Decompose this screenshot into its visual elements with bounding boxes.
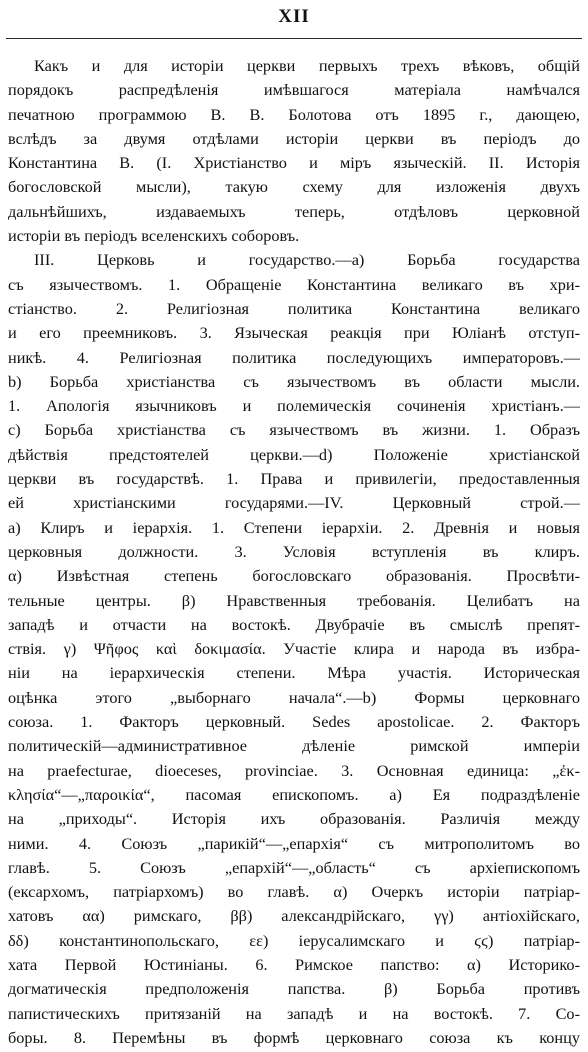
text-line: дѣйствiя предстоятелей церкви.—d) Положенiе христiанской xyxy=(8,444,580,464)
text-line: III. Церковь и государство.—a) Борьба государства xyxy=(34,250,580,270)
text-line: исторiи въ перiодъ вселенскихъ соборовъ. xyxy=(8,226,300,246)
text-line: никѣ. 4. Религiозная политика последующихъ императоровъ.— xyxy=(8,347,580,367)
text-line: δδ) константинопольскаго, εε) iерусалимскаго и ϛϛ) патрiар- xyxy=(8,930,580,950)
text-line: съ язычествомъ. 1. Обращенiе Константина великаго въ хри- xyxy=(8,274,580,294)
text-line: оцѣнка этого „выборнаго начала“.—b) Формы церковнаго xyxy=(8,687,580,707)
page-number: XII xyxy=(278,6,310,27)
text-line: Константина В. (I. Христiанство и мiръ языческiй. II. Исторiя xyxy=(8,153,580,173)
text-line: κλησία“—„παροικία“, пасомая епископомъ. a) Ея подраздѣленiе xyxy=(8,784,580,804)
text-line: дальнѣйшихъ, издаваемыхъ теперь, отдѣловъ церковной xyxy=(8,201,580,221)
text-line: союза. 1. Факторъ церковный. Sedes apostolicae. 2. Факторъ xyxy=(8,712,580,732)
text-line: печатною программою В. В. Болотова отъ 1895 г., дающею, xyxy=(8,104,580,124)
text-line: хата Первой Юстинiаны. 6. Римское папство: α) Историко- xyxy=(8,954,580,974)
text-line: тельные центры. β) Нравственныя требованiя. Целибатъ на xyxy=(8,590,580,610)
text-line: догматическiя предположенiя папства. β) Борьба противъ xyxy=(8,979,580,999)
text-line: 1. Апологiя язычниковъ и полемическiя сочиненiя христiанъ.— xyxy=(8,396,580,416)
text-line: Какъ и для исторiи церкви первыхъ трехъ вѣковъ, общiй xyxy=(34,56,580,75)
text-line: вслѣдъ за двумя отдѣлами исторiи церкви въ перiодъ до xyxy=(8,128,580,148)
text-line: и его преемниковъ. 3. Языческая реакцiя при Юлiанѣ отступ- xyxy=(8,323,580,343)
text-line: стiанство. 2. Религiозная политика Константина великаго xyxy=(8,298,580,318)
text-line: (ексархомъ, патрiархомъ) во главѣ. α) Очеркъ исторiи патрiар- xyxy=(8,882,580,902)
text-line: ей христiанскими государями.—IV. Церковный строй.— xyxy=(8,493,580,513)
header-rule xyxy=(6,38,582,39)
text-line: α) Извѣстная степень богословскаго образованiя. Просвѣти- xyxy=(8,566,580,586)
text-line: церкви въ государствѣ. 1. Права и привилегiи, предоставленныя xyxy=(8,469,580,489)
text-line: политическiй—административное дѣленiе римской имперiи xyxy=(8,736,580,756)
text-line: богословской мысли), такую схему для изложенiя двухъ xyxy=(8,177,580,197)
text-line: боры. 8. Перемѣны въ формѣ церковнаго союза къ концу xyxy=(8,1027,580,1047)
page-body xyxy=(8,54,580,1050)
text-line: главѣ. 5. Союзъ „епархiй“—„область“ съ архiепископомъ xyxy=(8,857,580,877)
text-line: на „приходы“. Исторiя ихъ образованiя. Различiя между xyxy=(8,809,580,829)
text-line: нiи на iерархическiя степени. Мѣра участiя. Историческая xyxy=(8,663,580,683)
text-line: порядокъ распредѣленiя имѣвшагося матерiала намѣчался xyxy=(8,80,580,100)
text-line: ствiя. γ) Ψῆφος καὶ δοκιμασία. Участiе клира и народа въ избра- xyxy=(8,639,580,659)
text-line: b) Борьба христiанства съ язычествомъ въ области мысли. xyxy=(8,371,580,391)
text-line: церковныя должности. 3. Условiя вступленiя въ клиръ. xyxy=(8,541,580,561)
text-line: a) Клиръ и iерархiя. 1. Степени iерархiи. 2. Древнiя и новыя xyxy=(8,517,580,537)
text-line: на praefecturae, dioeceses, provinciae. 3. Основная единица: „ἐκ- xyxy=(8,760,580,780)
text-line: папистическихъ притязанiй на западѣ и на востокѣ. 7. Со- xyxy=(8,1003,580,1023)
text-line: c) Борьба христiанства съ язычествомъ въ жизни. 1. Образъ xyxy=(8,420,580,440)
text-line: ними. 4. Союзъ „парикiй“—„епархiя“ съ митрополитомъ во xyxy=(8,833,580,853)
text-line: западѣ и отчасти на востокѣ. Двубрачiе въ смыслѣ препят- xyxy=(8,614,580,634)
text-line: хатовъ αα) римскаго, ββ) александрiйскаго, γγ) антiохiйскаго, xyxy=(8,906,580,926)
